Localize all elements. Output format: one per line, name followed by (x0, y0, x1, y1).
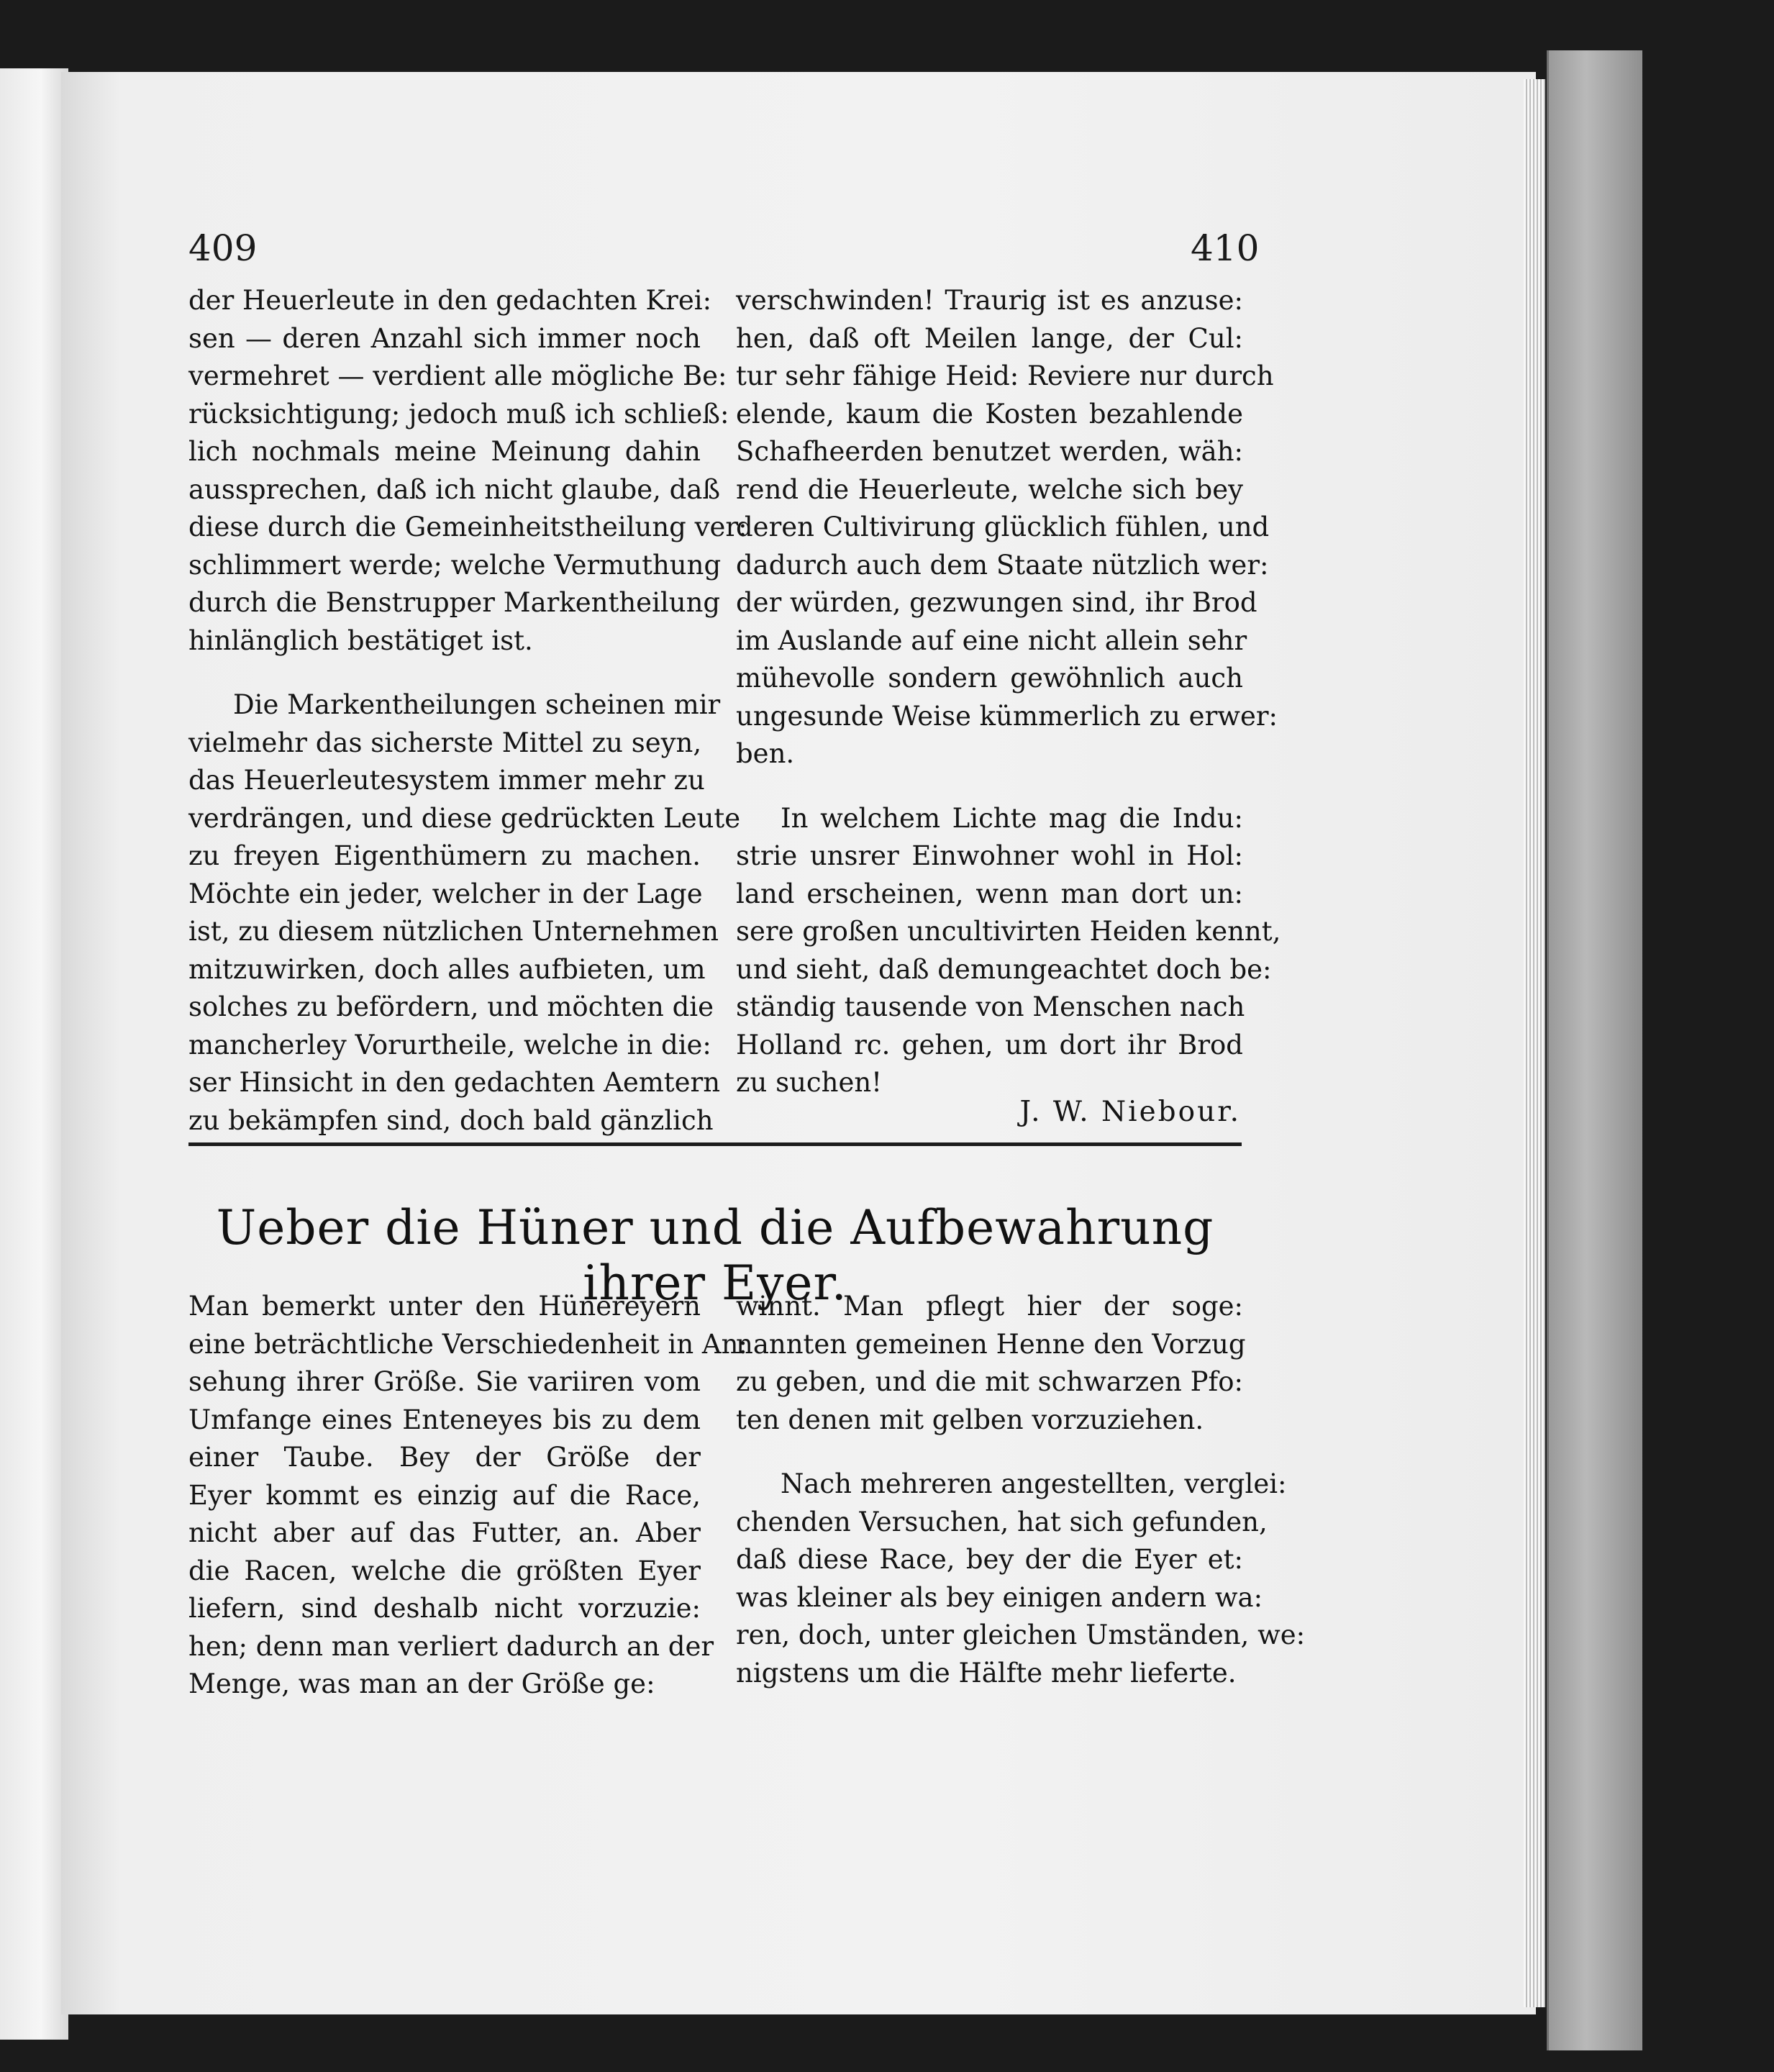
text-line: mitzuwirken, doch alles aufbieten, um (188, 953, 706, 985)
top-left-column (188, 282, 747, 1140)
text-line: elende, kaum die Kosten bezahlende (736, 398, 1243, 430)
text-line: sen — deren Anzahl sich immer noch (188, 322, 701, 354)
text-line: Man bemerkt unter den Hünereyern (188, 1291, 701, 1322)
text-line: Eyer kommt es einzig auf die Race, (188, 1479, 701, 1511)
text-line: tur sehr fähige Heid: Reviere nur durch (736, 360, 1274, 391)
text-line: ben. (736, 738, 795, 769)
text-line: Schafheerden benutzet werden, wäh: (736, 436, 1243, 467)
page-number-right: 410 (1191, 227, 1260, 269)
text-line: diese durch die Gemeinheitstheilung ver: (188, 512, 747, 542)
text-line: winnt. Man pflegt hier der soge: (736, 1291, 1243, 1322)
text-line: strie unsrer Einwohner wohl in Hol: (736, 840, 1243, 871)
bottom-left-column (188, 1288, 747, 1704)
text-line: verdrängen, und diese gedrückten Leute (188, 802, 741, 834)
text-line: hinlänglich bestätiget ist. (188, 624, 533, 656)
text-line: der würden, gezwungen sind, ihr Brod (736, 587, 1257, 618)
text-line: zu freyen Eigenthümern zu machen. (188, 840, 701, 871)
text-line: In welchem Lichte mag die Indu: (781, 802, 1243, 834)
text-line: liefern, sind deshalb nicht vorzuzie: (188, 1593, 701, 1624)
text-line: Umfange eines Enteneyes bis zu dem (188, 1404, 701, 1435)
text-line: verschwinden! Traurig ist es anzuse: (736, 285, 1243, 316)
text-line: ist, zu diesem nützlichen Unternehmen (188, 916, 719, 947)
text-line: ständig tausende von Menschen nach (736, 991, 1245, 1022)
paragraph (188, 686, 741, 1140)
text-line: chenden Versuchen, hat sich gefunden, (736, 1506, 1268, 1537)
text-line: und sieht, daß demungeachtet doch be: (736, 953, 1272, 985)
text-line: zu bekämpfen sind, doch bald gänzlich (188, 1104, 714, 1136)
text-line: ren, doch, unter gleichen Umständen, we: (736, 1619, 1306, 1650)
text-line: was kleiner als bey einigen andern wa: (736, 1581, 1263, 1613)
paragraph (736, 282, 1278, 773)
top-right-column (736, 282, 1281, 1102)
text-line: Nach mehreren angestellten, verglei: (781, 1468, 1287, 1499)
paragraph (736, 1466, 1306, 1692)
text-line: land erscheinen, wenn man dort un: (736, 878, 1243, 909)
text-line: zu geben, und die mit schwarzen Pfo: (736, 1366, 1243, 1397)
text-line: rend die Heuerleute, welche sich bey (736, 473, 1243, 505)
text-line: nigstens um die Hälfte mehr lieferte. (736, 1657, 1237, 1689)
text-line: solches zu befördern, und möchten die (188, 991, 714, 1022)
text-line: durch die Benstrupper Markentheilung (188, 587, 721, 618)
page-stack-edge (1524, 79, 1545, 2007)
text-line: aussprechen, daß ich nicht glaube, daß (188, 473, 721, 505)
left-page-edge (0, 68, 68, 2040)
text-line: zu suchen! (736, 1067, 883, 1098)
text-line: daß diese Race, bey der die Eyer et: (736, 1544, 1243, 1575)
text-line: mancherley Vorurtheile, welche in die: (188, 1029, 711, 1060)
text-line: das Heuerleutesystem immer mehr zu (188, 765, 705, 796)
author-signature: J. W. Niebour. (1019, 1096, 1241, 1128)
page-number-left: 409 (188, 227, 258, 269)
text-line: einer Taube. Bey der Größe der (188, 1442, 701, 1473)
paragraph (188, 1288, 747, 1704)
text-line: hen; denn man verliert dadurch an der (188, 1630, 714, 1662)
text-line: hen, daß oft Meilen lange, der Cul: (736, 322, 1243, 354)
text-line: dadurch auch dem Staate nützlich wer: (736, 549, 1269, 581)
paragraph (736, 1288, 1246, 1439)
bottom-right-column (736, 1288, 1306, 1692)
text-line: sehung ihrer Größe. Sie variiren vom (188, 1366, 701, 1397)
text-line: der Heuerleute in den gedachten Krei: (188, 285, 712, 316)
book-cover-edge (1547, 50, 1642, 2050)
text-line: vielmehr das sicherste Mittel zu seyn, (188, 727, 702, 758)
text-line: deren Cultivirung glücklich fühlen, und (736, 512, 1270, 542)
text-line: Menge, was man an der Größe ge: (188, 1668, 655, 1699)
text-line: ten denen mit gelben vorzuziehen. (736, 1404, 1204, 1435)
text-line: Die Markentheilungen scheinen mir (233, 689, 721, 720)
paragraph (188, 282, 747, 660)
text-line: nicht aber auf das Futter, an. Aber (188, 1517, 701, 1548)
text-line: vermehret — verdient alle mögliche Be: (188, 360, 727, 391)
text-line: rücksichtigung; jedoch muß ich schließ: (188, 398, 729, 430)
text-line: mühevolle sondern gewöhnlich auch (736, 663, 1243, 694)
article-heading: Ueber die Hüner und die Aufbewahrung ihrer Eyer. (216, 1200, 1214, 1311)
text-line: schlimmert werde; welche Vermuthung (188, 549, 722, 581)
text-line: eine beträchtliche Verschiedenheit in An: (188, 1328, 747, 1360)
text-line: lich nochmals meine Meinung dahin (188, 436, 701, 467)
paragraph (736, 800, 1281, 1102)
text-line: ungesunde Weise kümmerlich zu erwer: (736, 700, 1278, 732)
text-line: Möchte ein jeder, welcher in der Lage (188, 878, 703, 909)
section-divider (188, 1142, 1242, 1146)
text-line: Holland rc. gehen, um dort ihr Brod (736, 1029, 1243, 1060)
text-line: sere großen uncultivirten Heiden kennt, (736, 916, 1281, 947)
text-line: im Auslande auf eine nicht allein sehr (736, 624, 1247, 656)
text-line: nannten gemeinen Henne den Vorzug (736, 1328, 1246, 1360)
text-line: die Racen, welche die größten Eyer (188, 1555, 701, 1586)
text-line: ser Hinsicht in den gedachten Aemtern (188, 1067, 721, 1098)
